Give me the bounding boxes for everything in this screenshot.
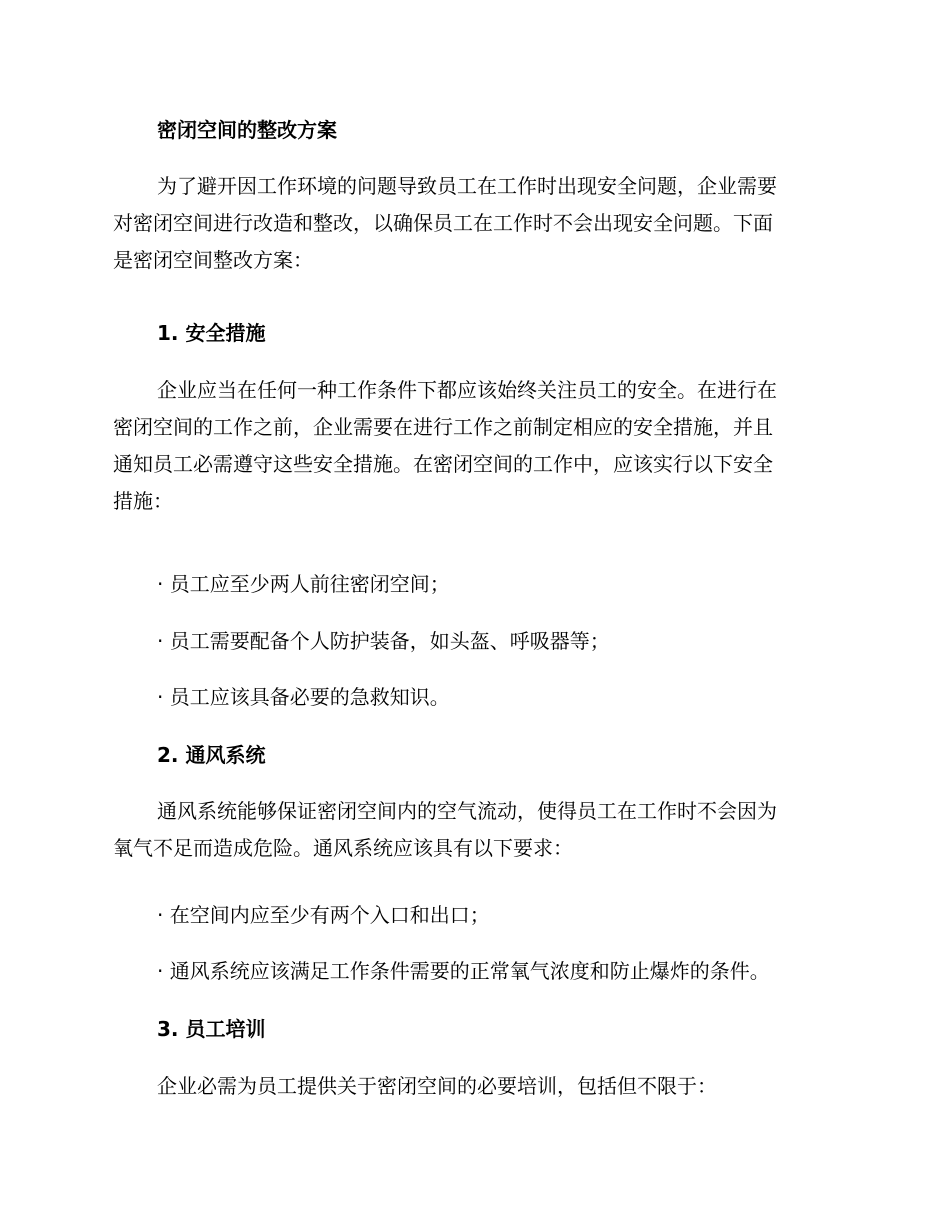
safety-paragraph [113, 372, 831, 520]
bullet-item: · 通风系统应该满足工作条件需要的正常氧气浓度和防止爆炸的条件。 [157, 959, 770, 983]
paragraph-line: 通风系统能够保证密闭空间内的空气流动，使得员工在工作时不会因为 [157, 799, 777, 823]
intro-line: 为了避开因工作环境的问题导致员工在工作时出现安全问题，企业需要 [157, 174, 777, 198]
paragraph-line: 企业必需为员工提供关于密闭空间的必要培训，包括但不限于： [157, 1074, 717, 1098]
training-paragraph [113, 1068, 831, 1105]
ventilation-paragraph [113, 793, 831, 867]
document-title: 密闭空间的整改方案 [157, 118, 337, 142]
intro-line: 对密闭空间进行改造和整改，以确保员工在工作时不会出现安全问题。下面 [113, 211, 773, 235]
paragraph-line: 措施： [113, 489, 173, 513]
bullet-item: · 在空间内应至少有两个入口和出口； [157, 903, 490, 927]
paragraph-line: 企业应当在任何一种工作条件下都应该始终关注员工的安全。在进行在 [157, 378, 777, 402]
section-heading-training: 3. 员工培训 [157, 1017, 266, 1041]
intro-line: 是密闭空间整改方案： [113, 248, 313, 272]
section-heading-ventilation: 2. 通风系统 [157, 743, 266, 767]
paragraph-line: 氧气不足而造成危险。通风系统应该具有以下要求： [113, 836, 573, 860]
bullet-item: · 员工应至少两人前往密闭空间； [157, 572, 450, 596]
paragraph-line: 通知员工必需遵守这些安全措施。在密闭空间的工作中，应该实行以下安全 [113, 452, 773, 476]
bullet-item: · 员工需要配备个人防护装备，如头盔、呼吸器等； [157, 629, 610, 653]
section-heading-safety: 1. 安全措施 [157, 321, 266, 345]
intro-paragraph [113, 168, 831, 279]
paragraph-line: 密闭空间的工作之前，企业需要在进行工作之前制定相应的安全措施，并且 [113, 415, 773, 439]
bullet-item: · 员工应该具备必要的急救知识。 [157, 685, 450, 709]
